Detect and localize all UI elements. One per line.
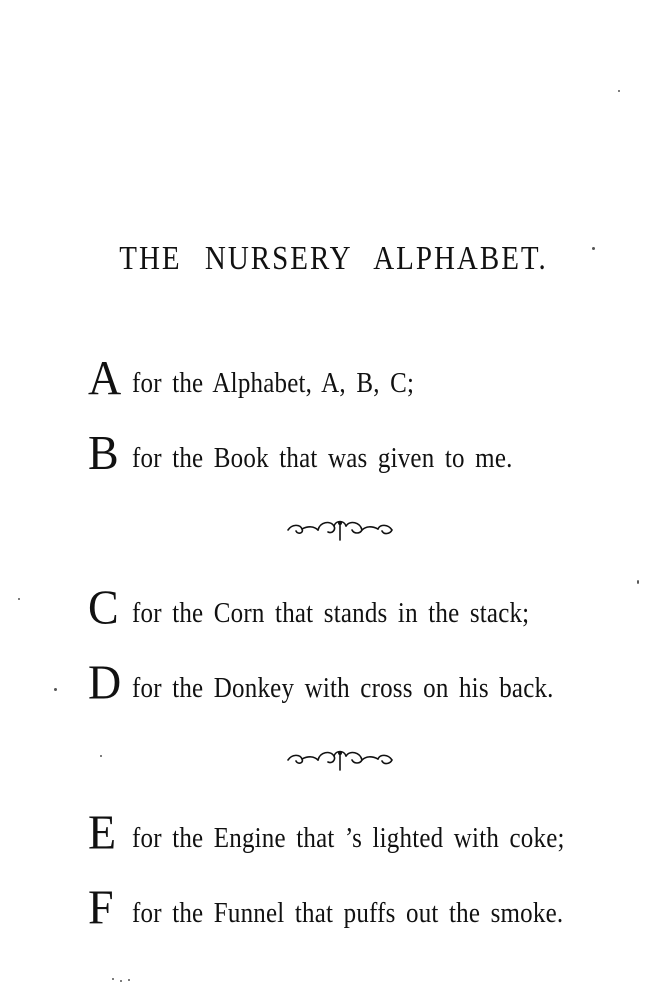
verse-text-b: for the Book that was given to me. xyxy=(132,442,513,474)
floral-fleuron-ornament-icon xyxy=(280,514,400,542)
drop-capital-f: F xyxy=(88,880,114,935)
paper-speck xyxy=(618,90,620,92)
verse-a xyxy=(88,350,415,405)
drop-capital-a: A xyxy=(88,350,122,405)
verse-text-e: for the Engine that ’s lighted with coke; xyxy=(132,822,565,854)
paper-speck xyxy=(637,580,639,584)
page-title: THE NURSERY ALPHABET. xyxy=(119,240,548,277)
verse-text-a: for the Alphabet, A, B, C; xyxy=(132,367,415,399)
paper-speck xyxy=(592,247,595,250)
paper-speck xyxy=(112,978,114,980)
verse-b xyxy=(88,425,513,480)
verse-text-c: for the Corn that stands in the stack; xyxy=(132,597,530,629)
verse-text-f: for the Funnel that puffs out the smoke. xyxy=(132,897,564,929)
paper-speck xyxy=(54,688,57,691)
paper-speck xyxy=(128,979,130,981)
verse-text-d: for the Donkey with cross on his back. xyxy=(132,672,554,704)
drop-capital-e: E xyxy=(88,805,117,860)
drop-capital-c: C xyxy=(88,580,119,635)
verse-f xyxy=(88,880,564,935)
floral-fleuron-ornament-icon xyxy=(280,744,400,772)
drop-capital-d: D xyxy=(88,655,122,710)
paper-speck xyxy=(18,598,20,600)
paper-speck xyxy=(120,980,122,982)
verse-e xyxy=(88,805,565,860)
drop-capital-b: B xyxy=(88,425,119,480)
verse-c xyxy=(88,580,530,635)
paper-speck xyxy=(100,755,102,757)
verse-d xyxy=(88,655,554,710)
